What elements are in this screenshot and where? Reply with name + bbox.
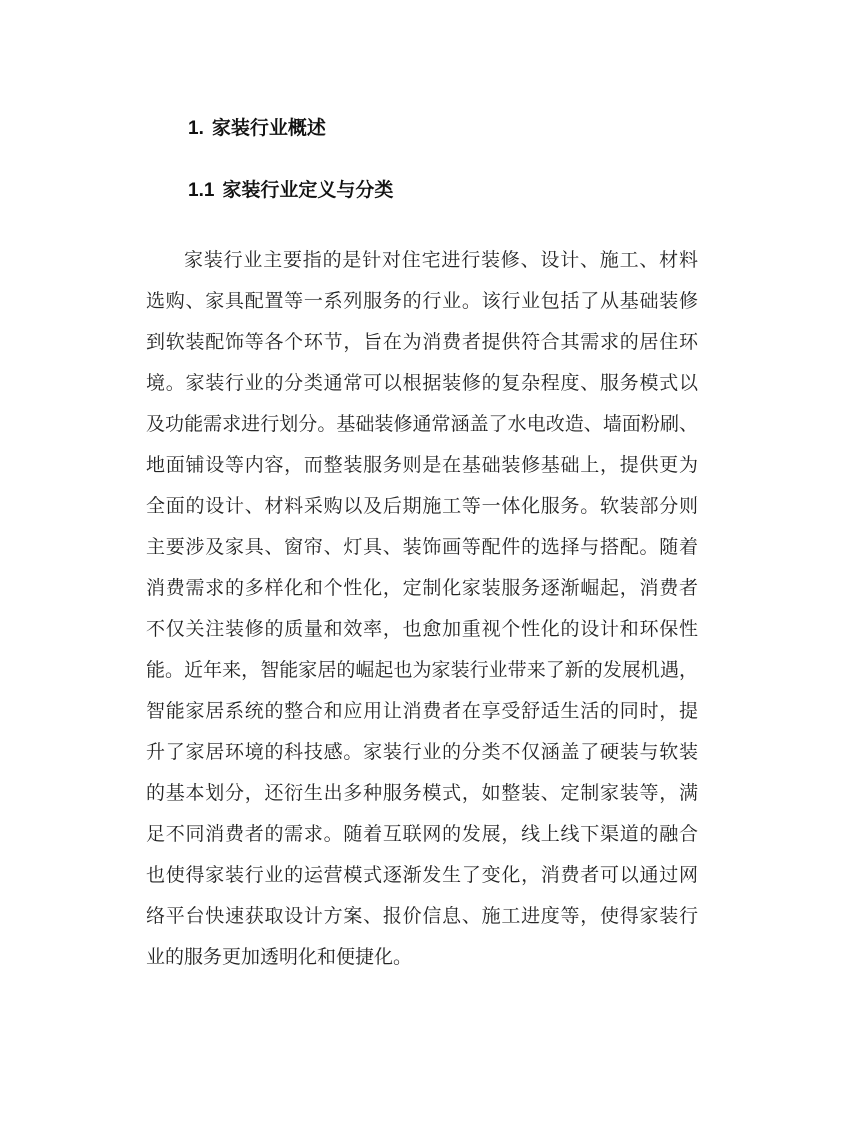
paragraph-line: 能。近年来，智能家居的崛起也为家装行业带来了新的发展机遇，	[146, 659, 698, 681]
paragraph-line: 及功能需求进行划分。基础装修通常涵盖了水电改造、墙面粉刷、	[146, 413, 698, 435]
paragraph-line: 选购、家具配置等一系列服务的行业。该行业包括了从基础装修	[146, 290, 698, 312]
section-number: 1.	[188, 118, 204, 139]
paragraph-line: 境。家装行业的分类通常可以根据装修的复杂程度、服务模式以	[146, 372, 698, 394]
section-title: 家装行业概述	[211, 118, 326, 139]
subsection-title: 家装行业定义与分类	[222, 180, 394, 201]
paragraph-line: 全面的设计、材料采购以及后期施工等一体化服务。软装部分则	[146, 495, 698, 517]
paragraph-line: 业的服务更加透明化和便捷化。	[146, 946, 413, 968]
paragraph-line: 到软装配饰等各个环节，旨在为消费者提供符合其需求的居住环	[146, 331, 698, 353]
paragraph-line: 家装行业主要指的是针对住宅进行装修、设计、施工、材料	[184, 249, 698, 271]
paragraph-line: 也使得家装行业的运营模式逐渐发生了变化，消费者可以通过网	[146, 864, 698, 886]
subsection-number: 1.1	[188, 180, 215, 201]
paragraph-line: 升了家居环境的科技感。家装行业的分类不仅涵盖了硬装与软装	[146, 741, 698, 763]
paragraph-line: 不仅关注装修的质量和效率，也愈加重视个性化的设计和环保性	[146, 618, 698, 640]
paragraph-line: 地面铺设等内容，而整装服务则是在基础装修基础上，提供更为	[146, 454, 698, 476]
paragraph-line: 消费需求的多样化和个性化，定制化家装服务逐渐崛起，消费者	[146, 577, 698, 599]
paragraph-line: 的基本划分，还衍生出多种服务模式，如整装、定制家装等，满	[146, 782, 698, 804]
paragraph-line: 络平台快速获取设计方案、报价信息、施工进度等，使得家装行	[146, 905, 698, 927]
section-heading	[188, 116, 326, 142]
paragraph-line: 智能家居系统的整合和应用让消费者在享受舒适生活的同时，提	[146, 700, 698, 722]
subsection-heading	[188, 178, 393, 204]
paragraph-line: 主要涉及家具、窗帘、灯具、装饰画等配件的选择与搭配。随着	[146, 536, 698, 558]
paragraph-line: 足不同消费者的需求。随着互联网的发展，线上线下渠道的融合	[146, 823, 698, 845]
